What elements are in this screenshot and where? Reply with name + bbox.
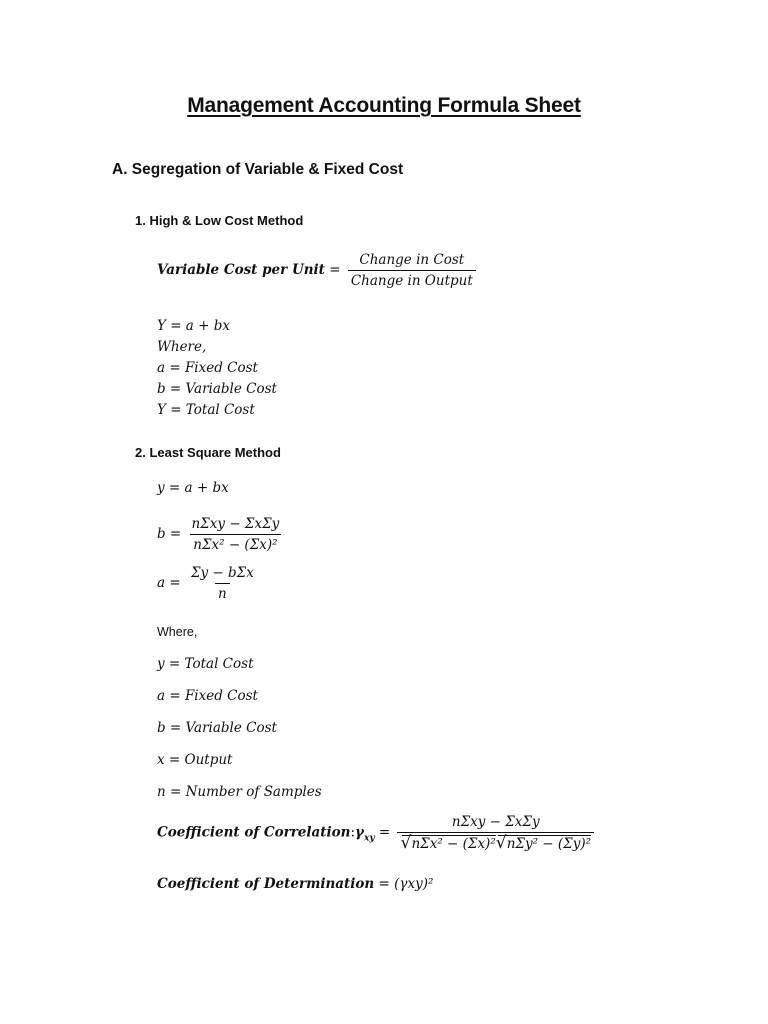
- correlation-den-left: nΣx² − (Σx)²: [411, 836, 496, 852]
- b-formula: [157, 516, 285, 553]
- correlation-den-right: nΣy² − (Σy)²: [506, 836, 592, 852]
- a-fraction: [188, 565, 257, 602]
- correlation-subscript: xy: [363, 833, 375, 844]
- variable-cost-fraction: [348, 252, 476, 289]
- least-square-def-y: y = Total Cost: [157, 656, 254, 672]
- variable-cost-denominator: Change in Output: [348, 270, 476, 289]
- correlation-formula: Coefficient of $Correlation:\gamma_{xy}$ = nΣxy − ΣxΣy √ nΣx² − (Σx)² √ nΣy² − (Σy)²: [157, 814, 597, 852]
- sqrt-right: [495, 833, 592, 853]
- least-square-def-n: n = Number of Samples: [157, 784, 322, 800]
- determination-formula: [157, 876, 433, 892]
- variable-cost-numerator: Change in Cost: [359, 252, 465, 268]
- high-low-def-a: a = Fixed Cost: [157, 360, 258, 376]
- correlation-label: Coefficient of Correlation: [157, 824, 351, 841]
- page-title: Management Accounting Formula Sheet: [187, 94, 581, 117]
- variable-cost-formula: Variable Cost per Unit = $\frac{\text{Change in Cost}}{\text{Change in Output}}$: [157, 252, 479, 289]
- determination-label: Coefficient of Determination: [157, 876, 375, 892]
- sqrt-icon: √: [400, 833, 412, 853]
- b-fraction: [189, 516, 283, 553]
- high-low-where: Where,: [157, 339, 207, 355]
- sqrt-left: [402, 835, 495, 852]
- least-square-def-b: b = Variable Cost: [157, 720, 277, 736]
- b-denominator: nΣx² − (Σx)²: [190, 534, 280, 553]
- a-lhs: a =: [157, 575, 181, 591]
- least-square-def-x: x = Output: [157, 752, 233, 768]
- a-numerator: Σy − bΣx: [190, 565, 254, 581]
- high-low-equation: Y = a + bx: [157, 318, 231, 334]
- high-low-def-y: Y = Total Cost: [157, 402, 255, 418]
- variable-cost-label: Variable Cost per Unit: [157, 262, 325, 278]
- determination-rhs: = (γxy)²: [378, 876, 434, 892]
- correlation-fraction: [397, 814, 594, 852]
- high-low-def-b: b = Variable Cost: [157, 381, 277, 397]
- method-heading-high-low: 1. High & Low Cost Method: [135, 213, 304, 228]
- correlation-symbol: γ: [355, 824, 364, 841]
- b-numerator: nΣxy − ΣxΣy: [191, 516, 280, 532]
- b-lhs: b =: [157, 526, 182, 542]
- correlation-numerator: nΣxy − ΣxΣy: [451, 814, 540, 830]
- method-heading-least-square: 2. Least Square Method: [135, 445, 281, 460]
- least-square-def-a: a = Fixed Cost: [157, 688, 258, 704]
- section-heading-a: A. Segregation of Variable & Fixed Cost: [112, 161, 404, 178]
- least-square-equation: y = a + bx: [157, 480, 229, 496]
- a-formula: [157, 565, 260, 602]
- correlation-denominator: [397, 832, 594, 852]
- a-denominator: n: [215, 583, 230, 602]
- least-square-where: Where,: [157, 625, 198, 639]
- sqrt-icon: √: [495, 833, 507, 853]
